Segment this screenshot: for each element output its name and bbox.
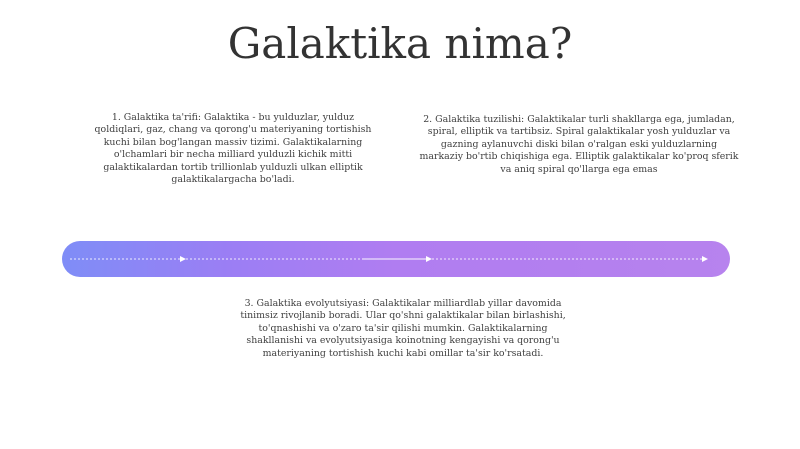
timeline-arrows	[62, 241, 730, 277]
text-block-evolution: 3. Galaktika evolyutsiyasi: Galaktikalar milliardlab yillar davomida tinimsiz rivojlanib boradi. Ular qo'shni galaktikalar bilan birlashishi, to'qnashishi va o'zaro ta'sir qilishi mumkin. Galaktikalarning shakllanishi va evolyutsiyasiga koinotning kengayishi va qorong'u materiyaning tortishish kuchi kabi omillar ta'sir ko'rsatadi.	[240, 298, 566, 359]
timeline-arrow-icon-2	[426, 256, 432, 262]
text-block-definition: 1. Galaktika ta'rifi: Galaktika - bu yulduzlar, yulduz qoldiqlari, gaz, chang va qorong'u materiyaning tortishish kuchi bilan bog'langan massiv tizimi. Galaktikalarning o'lchamlari bir necha milliard yulduzli kichik mitti galaktikalardan tortib trillionlab yulduzli ulkan elliptik galaktikalargacha bo'ladi.	[94, 112, 372, 186]
slide-title: Galaktika nima?	[227, 19, 573, 68]
timeline-arrow-icon-1	[180, 256, 186, 262]
timeline-bar	[62, 241, 730, 277]
text-block-structure: 2. Galaktika tuzilishi: Galaktikalar turli shakllarga ega, jumladan, spiral, elliptik va tartibsiz. Spiral galaktikalar yosh yulduzlar va gazning aylanuvchi diski bilan o'ralgan eski yulduzlarning markaziy bo'rtib chiqishiga ega. Elliptik galaktikalar ko'proq sferik va aniq spiral qo'llarga ega emas	[419, 114, 739, 175]
timeline-arrow-icon-3	[702, 256, 708, 262]
